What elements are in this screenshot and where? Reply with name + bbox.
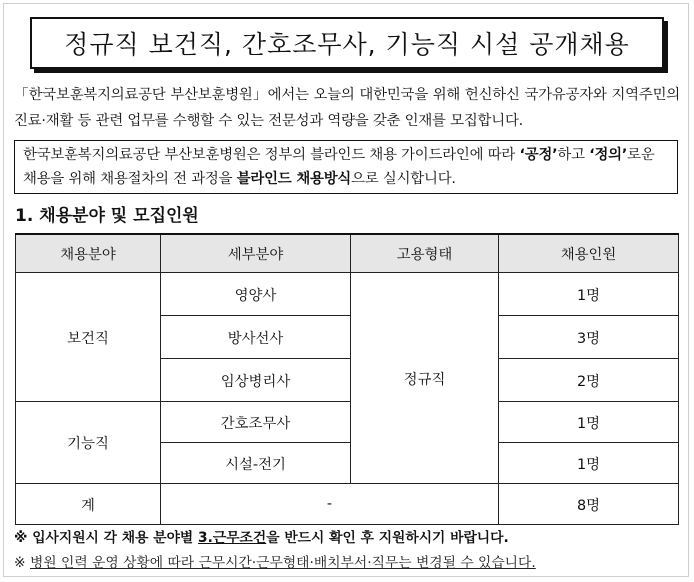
notice-just: ‘정의’ bbox=[589, 147, 628, 163]
total-dash: - bbox=[161, 484, 499, 525]
detail-cell: 임상병리사 bbox=[161, 359, 351, 402]
header-detail: 세부분야 bbox=[161, 234, 351, 273]
notice-blind: 블라인드 채용방식 bbox=[236, 171, 352, 187]
notice-text-2: 하고 bbox=[557, 147, 590, 163]
note1-pre: ※ 입사지원시 각 채용 분야별 bbox=[14, 530, 199, 546]
detail-cell: 방사선사 bbox=[161, 316, 351, 359]
notice-fair: ‘공정’ bbox=[519, 147, 558, 163]
intro-paragraph: 「한국보훈복지의료공단 부산보훈병원」에서는 오늘의 대한민국을 위해 헌신하신 국가유공자와 지역주민의 진료·재활 등 관련 업무를 수행할 수 있는 전문성과 역량을 갖춘 인재를 모집합니다. bbox=[14, 87, 680, 129]
note2-mark: ※ bbox=[14, 555, 30, 571]
group-tech: 기능직 bbox=[16, 402, 161, 484]
page-title bbox=[30, 17, 664, 69]
count-cell: 2명 bbox=[499, 359, 679, 402]
section-heading: 1. 채용분야 및 모집인원 bbox=[15, 206, 199, 226]
note-subject-to-change bbox=[14, 551, 536, 571]
total-count: 8명 bbox=[499, 484, 679, 525]
notice-text-3: 로운 채용을 위해 채용절차의 전 과정을 bbox=[23, 147, 655, 187]
note1-underline: 3.근무조건 bbox=[198, 530, 267, 546]
detail-cell: 영양사 bbox=[161, 273, 351, 316]
employment-type-cell: 정규직 bbox=[351, 273, 499, 484]
header-count: 채용인원 bbox=[499, 234, 679, 273]
note-check-conditions bbox=[14, 526, 509, 546]
notice-text-4: 으로 실시합니다. bbox=[351, 171, 456, 187]
group-health: 보건직 bbox=[16, 273, 161, 402]
table-total-row bbox=[16, 484, 679, 525]
page-title-text: 정규직 보건직, 간호조무사, 기능직 시설 공개채용 bbox=[64, 30, 630, 59]
note2-text: 병원 인력 운영 상황에 따라 근무시간·근무형태·배치부서·직무는 변경될 수 있습니다. bbox=[29, 555, 536, 571]
table-row bbox=[16, 402, 679, 443]
recruitment-table bbox=[15, 233, 679, 525]
count-cell: 1명 bbox=[499, 402, 679, 443]
detail-cell: 간호조무사 bbox=[161, 402, 351, 443]
table-row bbox=[16, 273, 679, 316]
total-label: 계 bbox=[16, 484, 161, 525]
count-cell: 1명 bbox=[499, 273, 679, 316]
count-cell: 1명 bbox=[499, 443, 679, 484]
blind-recruitment-notice bbox=[14, 140, 678, 194]
table-header-row bbox=[16, 234, 679, 273]
count-cell: 3명 bbox=[499, 316, 679, 359]
detail-cell: 시설-전기 bbox=[161, 443, 351, 484]
notice-text-1: 한국보훈복지의료공단 부산보훈병원은 정부의 블라인드 채용 가이드라인에 따라 bbox=[23, 147, 520, 163]
note1-post: 을 반드시 확인 후 지원하시기 바랍니다. bbox=[266, 530, 509, 546]
header-field: 채용분야 bbox=[16, 234, 161, 273]
header-employment-type: 고용형태 bbox=[351, 234, 499, 273]
